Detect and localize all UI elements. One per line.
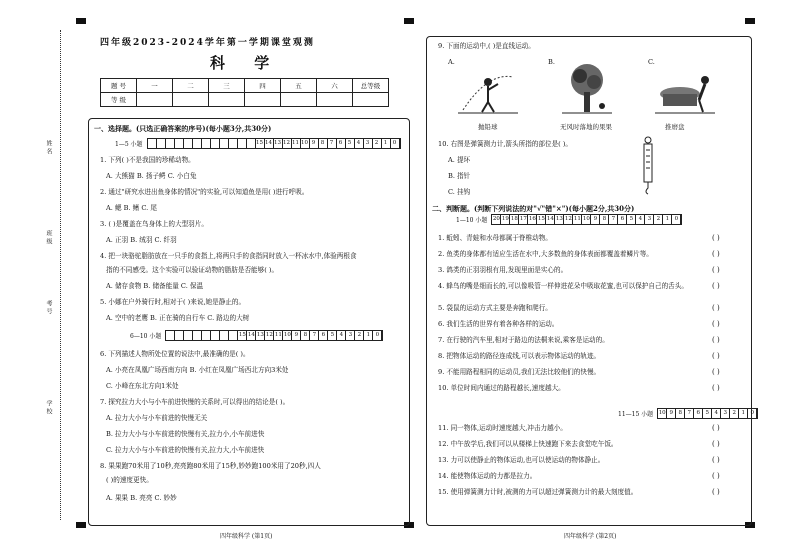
strip-label: 1—10 小题	[456, 217, 488, 224]
answer-parentheses[interactable]: ( )	[712, 368, 720, 376]
answer-parentheses[interactable]: ( )	[712, 352, 720, 360]
judge-question: 2. 鱼类的身体都有适应生活在水中,大多数鱼的身体表面都覆盖着鳞片等。	[438, 250, 653, 258]
score-cell[interactable]	[184, 331, 193, 340]
score-table-header-cell: 总等级	[353, 79, 389, 93]
q10-option-a: A. 提环	[448, 156, 471, 164]
score-cell[interactable]: 11	[274, 332, 282, 338]
score-cell[interactable]: 3	[721, 409, 730, 418]
score-cell[interactable]: 6	[694, 409, 703, 418]
score-cells[interactable]	[147, 138, 401, 149]
judge-question: 7. 在行驶的汽车里,相对于路边的法桐来说,乘客是运动的。	[438, 336, 609, 344]
q9-option-b: B.	[548, 58, 555, 66]
score-cell[interactable]: 11	[292, 140, 300, 146]
score-cell[interactable]: 2	[654, 215, 663, 224]
score-cell[interactable]: 4	[636, 215, 645, 224]
score-cell[interactable]: 20	[492, 216, 500, 222]
left-question-line: 8. 果果跑70米用了10秒,亮亮跑80米用了15秒,妙妙跑100米用了20秒,四人	[100, 462, 321, 470]
score-table-grade-cell[interactable]: 等 级	[101, 93, 137, 107]
q9-option-c: C.	[648, 58, 655, 66]
score-cell[interactable]: 5	[328, 331, 337, 340]
left-question-line: A. 小亮在凤凰广场西南方向 B. 小红在凤凰广场西北方向3米处	[106, 366, 289, 374]
name-label: 姓名	[45, 140, 52, 156]
left-question-line: A. 储存食物 B. 储备能量 C. 保温	[106, 282, 204, 290]
score-cell[interactable]: 0	[748, 409, 757, 418]
q10-option-b: B. 指针	[448, 172, 471, 180]
score-cell[interactable]: 19	[501, 216, 509, 222]
score-cell[interactable]: 9	[591, 215, 600, 224]
score-cell[interactable]: 15	[537, 216, 545, 222]
millstone-illustration	[655, 66, 715, 116]
score-cell[interactable]: 9	[310, 139, 319, 148]
score-cell[interactable]: 2	[730, 409, 739, 418]
score-table-grade-cell[interactable]	[173, 93, 209, 107]
score-cell[interactable]	[202, 139, 211, 148]
left-question-line: A. 大熊猫 B. 扬子鳄 C. 小白兔	[106, 172, 197, 180]
score-table-grade-cell[interactable]	[245, 93, 281, 107]
score-cell[interactable]	[238, 139, 247, 148]
score-cell[interactable]: 4	[712, 409, 721, 418]
score-cell[interactable]	[211, 331, 220, 340]
answer-parentheses[interactable]: ( )	[712, 440, 720, 448]
answer-parentheses[interactable]: ( )	[712, 234, 720, 242]
score-cell[interactable]	[220, 331, 229, 340]
score-strip-1-10	[456, 214, 682, 225]
score-cell[interactable]: 13	[274, 140, 282, 146]
question-9: 9. 下面的运动中,( )是直线运动。	[438, 42, 535, 50]
score-cell[interactable]	[184, 139, 193, 148]
answer-parentheses[interactable]: ( )	[712, 320, 720, 328]
score-strip-6-10	[130, 330, 383, 341]
score-cell[interactable]	[202, 331, 211, 340]
score-cell[interactable]: 12	[265, 332, 273, 338]
judge-question: 12. 中午放学后,我们可以从楼梯上快速跑下来去食堂吃午饭。	[438, 440, 618, 448]
registration-mark	[76, 522, 86, 528]
score-cell[interactable]: 8	[600, 215, 609, 224]
score-cell[interactable]: 13	[256, 332, 264, 338]
score-cell[interactable]	[193, 139, 202, 148]
score-cell[interactable]: 6	[337, 139, 346, 148]
answer-parentheses[interactable]: ( )	[712, 488, 720, 496]
exam-title: 四年级2023-2024学年第一学期课堂观测	[100, 38, 315, 48]
exam-no-label: 考号	[45, 300, 52, 316]
score-cell[interactable]: 18	[510, 216, 518, 222]
score-cells[interactable]	[657, 408, 758, 419]
score-cell[interactable]: 15	[238, 332, 246, 338]
score-table-header-cell: 四	[245, 79, 281, 93]
score-cell[interactable]: 5	[627, 215, 636, 224]
score-cell[interactable]: 12	[283, 140, 291, 146]
judge-question: 9. 不能用路程相同的运动员,我们无法比较他们的快慢。	[438, 368, 601, 376]
score-cell[interactable]	[193, 331, 202, 340]
judge-question: 6. 我们生活的世界有着各种各样的运动。	[438, 320, 559, 328]
score-cell[interactable]: 0	[391, 139, 400, 148]
score-cell[interactable]: 3	[645, 215, 654, 224]
answer-parentheses[interactable]: ( )	[712, 282, 720, 290]
score-table-grade-cell[interactable]	[317, 93, 353, 107]
score-table-grade-cell[interactable]	[281, 93, 317, 107]
score-cell[interactable]: 6	[319, 331, 328, 340]
score-cell[interactable]: 9	[667, 409, 676, 418]
judge-question: 8. 把物体运动的路径连成线,可以表示物体运动的轨迹。	[438, 352, 601, 360]
left-question-line: A. 鳃 B. 鳍 C. 尾	[106, 204, 157, 212]
left-question-line: C. 小峰在东北方向1米处	[106, 382, 179, 390]
judge-question: 14. 能使物体运动的力都是拉力。	[438, 472, 537, 480]
score-cell[interactable]: 10	[658, 410, 666, 416]
score-table-grade-cell[interactable]	[209, 93, 245, 107]
q9-caption-c: 推磨盘	[665, 123, 685, 131]
section-2-heading: 二、判断题。(判断下列说法的对"√"错"×")(每小题2分,共30分)	[432, 204, 635, 213]
q9-caption-a: 抛铅球	[478, 123, 498, 131]
score-cell[interactable]: 5	[346, 139, 355, 148]
left-question-line: B. 拉力大小与小车前进的快慢有关,拉力小,小车前进快	[106, 430, 265, 438]
strip-label: 1—5 小题	[115, 141, 143, 148]
judge-question: 10. 单位时间内通过的路程越长,速度越大。	[438, 384, 565, 392]
score-cell[interactable]: 5	[703, 409, 712, 418]
binding-line	[60, 30, 61, 520]
judge-question: 11. 同一物体,运动时速度越大,冲击力越小。	[438, 424, 567, 432]
score-table-header-cell: 六	[317, 79, 353, 93]
score-cell[interactable]	[166, 331, 175, 340]
registration-mark	[745, 18, 755, 24]
score-cell[interactable]: 1	[382, 139, 391, 148]
judge-question: 13. 力可以使静止的物体运动,也可以使运动的物体静止。	[438, 456, 605, 464]
q10-option-c: C. 挂钩	[448, 188, 471, 196]
score-cell[interactable]: 11	[573, 216, 581, 222]
left-question-line: A. 空中的老鹰 B. 正在骑的自行车 C. 路边的大树	[106, 314, 250, 322]
score-cell[interactable]	[166, 139, 175, 148]
score-cell[interactable]: 14	[265, 140, 273, 146]
score-cell[interactable]	[247, 139, 256, 148]
left-question-line: C. 拉力大小与小车前进的快慢有关,拉力大,小车前进快	[106, 446, 265, 454]
score-table-header-cell: 三	[209, 79, 245, 93]
score-cell[interactable]: 7	[328, 139, 337, 148]
score-cells[interactable]	[165, 330, 383, 341]
score-cell[interactable]: 8	[676, 409, 685, 418]
score-cell[interactable]: 0	[672, 215, 681, 224]
score-cell[interactable]: 13	[555, 216, 563, 222]
left-question-line: A. 拉力大小与小车前进的快慢无关	[106, 414, 208, 422]
score-cell[interactable]: 14	[247, 332, 255, 338]
score-cell[interactable]: 15	[256, 140, 264, 146]
score-table-header-cell: 五	[281, 79, 317, 93]
score-cell[interactable]: 3	[364, 139, 373, 148]
score-cell[interactable]: 10	[301, 140, 309, 146]
answer-parentheses[interactable]: ( )	[712, 266, 720, 274]
judge-question: 1. 蚯蚓、青蛙和水母都属于脊椎动物。	[438, 234, 552, 242]
score-cell[interactable]: 12	[564, 216, 572, 222]
score-table-header-cell: 题 号	[101, 79, 137, 93]
score-strip-11-15	[618, 408, 758, 419]
score-cell[interactable]: 7	[310, 331, 319, 340]
score-cell[interactable]: 16	[528, 216, 536, 222]
score-cell[interactable]	[175, 139, 184, 148]
answer-parentheses[interactable]: ( )	[712, 456, 720, 464]
left-question-line: 1. 下列( )不是我国的珍稀动物。	[100, 156, 195, 164]
score-cell[interactable]	[229, 331, 238, 340]
page-footer-2: 四年级科学 (第2页)	[564, 533, 617, 540]
registration-mark	[76, 18, 86, 24]
answer-parentheses[interactable]: ( )	[712, 304, 720, 312]
spring-scale-illustration	[640, 136, 656, 196]
score-cell[interactable]: 10	[582, 216, 590, 222]
page-footer-1: 四年级科学 (第1页)	[220, 533, 273, 540]
left-question-line: A. 正羽 B. 绒羽 C. 纤羽	[106, 236, 177, 244]
subject-title: 科 学	[210, 54, 282, 72]
q9-option-a: A.	[448, 58, 455, 66]
score-table-header-cell: 一	[137, 79, 173, 93]
score-cell[interactable]	[229, 139, 238, 148]
score-cell[interactable]: 2	[355, 331, 364, 340]
score-cell[interactable]: 0	[373, 331, 382, 340]
score-cell[interactable]: 2	[373, 139, 382, 148]
score-cell[interactable]: 4	[337, 331, 346, 340]
score-cell[interactable]: 1	[663, 215, 672, 224]
score-cell[interactable]: 3	[346, 331, 355, 340]
judge-question: 15. 使用弹簧测力计时,被测的力可以超过弹簧测力计的最大刻度值。	[438, 488, 638, 496]
left-question-line: 2. 通过"研究水进出鱼身体的情况"的实验,可以知道鱼是用( )进行呼吸。	[100, 188, 309, 196]
school-label: 学校	[45, 400, 52, 416]
judge-question: 5. 袋鼠的运动方式主要是奔跑和爬行。	[438, 304, 552, 312]
score-cell[interactable]: 14	[546, 216, 554, 222]
score-table-grade-cell[interactable]	[137, 93, 173, 107]
score-cell[interactable]: 17	[519, 216, 527, 222]
score-cell[interactable]: 10	[283, 332, 291, 338]
registration-mark	[404, 18, 414, 24]
score-cell[interactable]: 4	[355, 139, 364, 148]
left-question-line: A. 果果 B. 亮亮 C. 妙妙	[106, 494, 177, 502]
score-cell[interactable]	[211, 139, 220, 148]
score-cell[interactable]: 8	[319, 139, 328, 148]
score-table-grade-cell[interactable]	[353, 93, 389, 107]
strip-label: 11—15 小题	[618, 411, 654, 418]
score-cell[interactable]: 9	[292, 331, 301, 340]
score-cell[interactable]	[175, 331, 184, 340]
score-cell[interactable]: 6	[618, 215, 627, 224]
left-question-line: 3. ( )是覆盖在鸟身体上的大型羽片。	[100, 220, 208, 228]
score-table	[100, 78, 389, 107]
q9-caption-b: 无风时落地的果果	[560, 123, 612, 131]
score-cell[interactable]: 7	[609, 215, 618, 224]
strip-label: 6—10 小题	[130, 333, 162, 340]
left-question-line: 7. 探究拉力大小与小车前进快慢的关系时,可以得出的结论是( )。	[100, 398, 290, 406]
left-question-line: 指的不同感受。这个实验可以验证动物的脂肪是否能够( )。	[106, 266, 279, 274]
class-label: 班级	[45, 230, 52, 246]
left-question-line: 5. 小娜在户外骑行时,相对于( )来说,她是静止的。	[100, 298, 246, 306]
score-cell[interactable]	[220, 139, 229, 148]
answer-parentheses[interactable]: ( )	[712, 472, 720, 480]
left-question-line: 6. 下列描述人物所处位置的说法中,最准确的是( )。	[100, 350, 250, 358]
judge-question: 4. 蜂鸟的嘴是细而长的,可以像吸管一样伸进花朵中吸取花蜜,也可以保护自己的舌头。	[438, 282, 688, 290]
score-table-header-cell: 二	[173, 79, 209, 93]
answer-parentheses[interactable]: ( )	[712, 250, 720, 258]
answer-parentheses[interactable]: ( )	[712, 336, 720, 344]
left-question-line: ( )的速度更快。	[106, 476, 153, 484]
judge-question: 3. 鸽类的正羽羽根有用,发现里面是实心的。	[438, 266, 568, 274]
score-cells[interactable]	[491, 214, 682, 225]
score-cell[interactable]: 1	[364, 331, 373, 340]
score-cell[interactable]: 8	[301, 331, 310, 340]
score-cell[interactable]: 7	[685, 409, 694, 418]
falling-fruit-illustration	[562, 62, 612, 116]
score-cell[interactable]: 1	[739, 409, 748, 418]
shot-put-illustration	[458, 62, 518, 116]
score-cell[interactable]	[157, 139, 166, 148]
answer-parentheses[interactable]: ( )	[712, 424, 720, 432]
left-question-line: 4. 把一块骆驼脂肪放在一只手的食指上,将两只手的食指同时放入一杯冰水中,体验两根食	[100, 252, 357, 260]
score-cell[interactable]	[148, 139, 157, 148]
score-strip-1-5	[115, 138, 401, 149]
section-1-heading: 一、选择题。(只选正确答案的序号)(每小题3分,共30分)	[94, 124, 272, 133]
answer-parentheses[interactable]: ( )	[712, 384, 720, 392]
question-10: 10. 右图是弹簧测力计,箭头所指的部位是( )。	[438, 140, 573, 148]
